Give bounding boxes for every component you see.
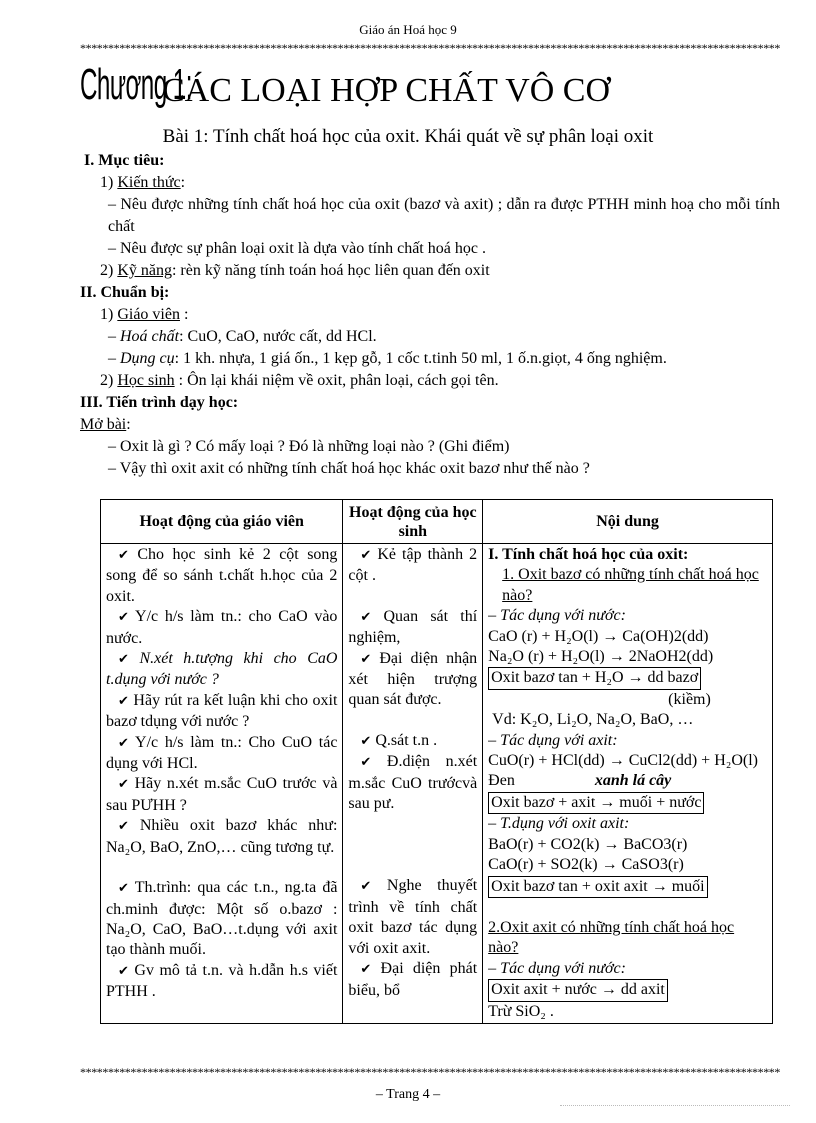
col-header-content: Nội dung bbox=[483, 500, 773, 544]
equation: CuO(r) + HCl(dd) → CuCl2(dd) + H₂O(l) bbox=[488, 752, 758, 770]
rule-box: Oxit bazơ tan + H₂O → dd bazơ bbox=[488, 667, 701, 689]
content-column bbox=[483, 544, 773, 1024]
teacher-step: ✔ Th.trình: qua các t.n., ng.ta đã ch.minh được: Một số o.bazơ : Na₂O, CaO, BaO…t.dụng với axit tạo thành muối. bbox=[106, 879, 338, 959]
knowledge-item-1: – Nêu được những tính chất hoá học của oxit (bazơ và axit) ; dẫn ra được PTHH minh hoạ cho mỗi tính chất bbox=[108, 196, 780, 235]
knowledge-item-2: – Nêu được sự phân loại oxit là dựa vào tính chất hoá học . bbox=[108, 240, 486, 257]
rule-box: Oxit bazơ tan + oxit axit → muối bbox=[488, 876, 707, 898]
subheading-acidic-oxide: 2.Oxit axit có những tính chất hoá học nào? bbox=[488, 918, 735, 957]
equation: BaO(r) + CO2(k) → BaCO3(r) bbox=[488, 835, 688, 853]
equation: CaO (r) + H₂O(l) → Ca(OH)2(dd) bbox=[488, 627, 709, 645]
intro-line: Mở bài: bbox=[80, 416, 131, 433]
rule-box: Oxit axit + nước → dd axit bbox=[488, 979, 668, 1001]
example-line: Vd: K₂O, Li₂O, Na₂O, BaO, … bbox=[492, 711, 694, 729]
chemicals-line: – Hoá chất: CuO, CaO, nước cất, dd HCl. bbox=[108, 328, 377, 345]
label-water: – Tác dụng với nước: bbox=[488, 607, 626, 625]
top-star-divider: ***************************************************************************************************************************** bbox=[80, 44, 780, 52]
equipment-line: – Dụng cụ: 1 kh. nhựa, 1 giá ốn., 1 kẹp gỗ, 1 cốc t.tinh 50 ml, 1 ố.n.giọt, 4 ống nghiệm. bbox=[108, 350, 667, 367]
student-step: ✔ Đ.diện n.xét m.sắc CuO trướcvà sau pư. bbox=[348, 753, 478, 813]
section-preparation-heading: II. Chuẩn bị: bbox=[80, 284, 170, 301]
student-activities bbox=[343, 544, 483, 1024]
section-objectives-heading: I. Mục tiêu: bbox=[84, 152, 165, 169]
rule-box: Oxit bazơ + axit → muối + nước bbox=[488, 792, 704, 814]
subheading-basic-oxide: 1. Oxit bazơ có những tính chất hoá học nào? bbox=[502, 566, 759, 604]
student-prep-line: 2) Học sinh : Ôn lại khái niệm về oxit, phân loại, cách gọi tên. bbox=[100, 372, 499, 389]
footer-dotted-line bbox=[560, 1105, 790, 1106]
col-header-student: Hoạt động của học sinh bbox=[343, 500, 483, 544]
section-process-heading: III. Tiến trình dạy học: bbox=[80, 394, 239, 411]
student-step: ✔ Q.sát t.n . bbox=[360, 731, 438, 749]
kiem-note: (kiềm) bbox=[668, 690, 711, 708]
teacher-activities bbox=[101, 544, 343, 1024]
page-footer: – Trang 4 – bbox=[375, 1087, 441, 1102]
lesson-activity-table bbox=[100, 499, 773, 1024]
chapter-title: CÁC LOẠI HỢP CHẤT VÔ CƠ bbox=[162, 72, 611, 109]
color-note: Đen xanh lá cây bbox=[488, 772, 672, 790]
teacher-step: ✔ Hãy n.xét m.sắc CuO trước và sau PƯHH ? bbox=[106, 775, 338, 814]
student-step: ✔ Đại diện nhận xét hiện trượng quan sát được. bbox=[348, 649, 478, 709]
student-step: ✔ Nghe thuyết trình về tính chất oxit bazơ tác dụng với oxit axit. bbox=[348, 877, 478, 957]
intro-question-2: – Vậy thì oxit axit có những tính chất hoá học khác oxit bazơ như thế nào ? bbox=[108, 460, 590, 477]
teacher-step: ✔ N.xét h.tượng khi cho CaO t.dụng với nước ? bbox=[106, 650, 338, 689]
student-step: ✔ Kẻ tập thành 2 cột . bbox=[348, 546, 478, 585]
teacher-prep-line: 1) Giáo viên : bbox=[100, 306, 189, 323]
label-acid: – Tác dụng với axit: bbox=[488, 731, 618, 749]
teacher-step: ✔ Cho học sinh kẻ 2 cột song song để so sánh t.chất h.học của 2 oxit. bbox=[106, 546, 338, 605]
equation: CaO(r) + SO2(k) → CaSO3(r) bbox=[488, 856, 684, 874]
bottom-star-divider: ***************************************************************************************************************************** bbox=[80, 1068, 780, 1076]
col-header-teacher: Hoạt động của giáo viên bbox=[101, 500, 343, 544]
content-heading: I. Tính chất hoá học của oxit: bbox=[488, 546, 689, 563]
teacher-step: ✔ Y/c h/s làm tn.: Cho CuO tác dụng với HCl. bbox=[106, 733, 338, 773]
lesson-title: Bài 1: Tính chất hoá học của oxit. Khái quát về sự phân loại oxit bbox=[162, 126, 654, 147]
label-water-2: – Tác dụng với nước: bbox=[488, 959, 626, 977]
teacher-step: ✔ Gv mô tả t.n. và h.dẫn h.s viết PTHH . bbox=[106, 961, 338, 1001]
teacher-step: ✔ Hãy rút ra kết luận khi cho oxit bazơ tdụng với nước ? bbox=[106, 691, 338, 731]
chapter-label: Chương 1: bbox=[80, 60, 192, 109]
student-step: ✔ Đại diện phát biểu, bổ bbox=[348, 960, 478, 999]
knowledge-line: 1) Kiến thức: bbox=[100, 174, 186, 191]
student-step: ✔ Quan sát thí nghiệm, bbox=[348, 607, 478, 647]
teacher-step: ✔ Nhiều oxit bazơ khác như: Na₂O, BaO, ZnO,… cũng tương tự. bbox=[106, 817, 338, 856]
page-header: Giáo án Hoá học 9 bbox=[359, 22, 457, 37]
equation: Na₂O (r) + H₂O(l) → 2NaOH2(dd) bbox=[488, 648, 714, 666]
exception-line: Trừ SiO₂ . bbox=[488, 1002, 554, 1020]
chapter-heading bbox=[80, 60, 610, 110]
skills-line: 2) Kỹ năng: rèn kỹ năng tính toán hoá học liên quan đến oxit bbox=[100, 262, 490, 279]
label-acid-oxide: – T.dụng với oxit axit: bbox=[488, 815, 630, 833]
lesson-body bbox=[80, 150, 780, 480]
teacher-step: ✔ Y/c h/s làm tn.: cho CaO vào nước. bbox=[106, 608, 338, 647]
intro-question-1: – Oxit là gì ? Có mấy loại ? Đó là những loại nào ? (Ghi điểm) bbox=[108, 438, 510, 455]
